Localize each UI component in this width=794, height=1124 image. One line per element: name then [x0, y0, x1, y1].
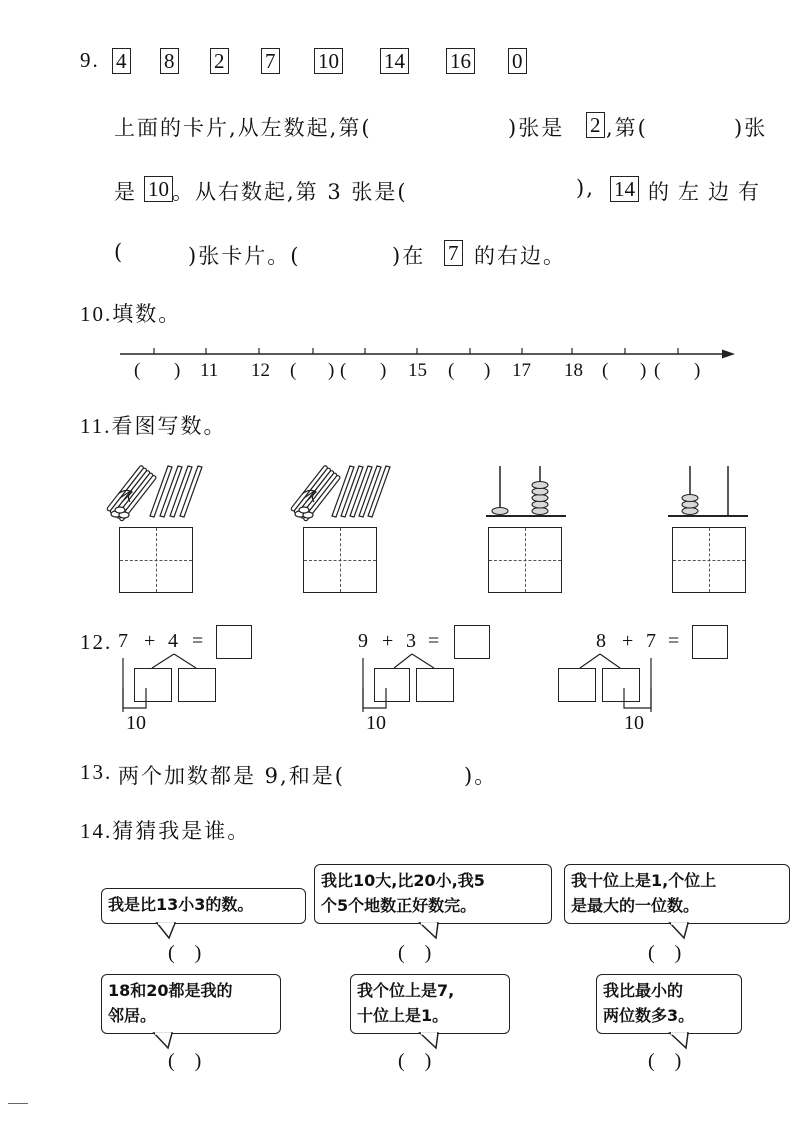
bubble-text: 十位上是1。	[357, 1006, 449, 1025]
number-card: 10	[314, 48, 343, 74]
q11-number: 11.	[80, 414, 112, 438]
answer-blank[interactable]: ( )	[648, 942, 682, 964]
number-line-label: )	[484, 360, 491, 381]
number-card: 8	[160, 48, 179, 74]
operator: +	[144, 630, 156, 652]
q9-line-1-text: 上面的卡片,从左数起,第(	[114, 116, 372, 140]
speech-bubble	[314, 864, 552, 924]
operator: +	[382, 630, 394, 652]
speech-bubble	[596, 974, 742, 1034]
answer-blank[interactable]: ( )	[168, 1050, 202, 1072]
number-line-label: )	[174, 360, 181, 381]
number-card: 7	[261, 48, 280, 74]
bubble-text: 18和20都是我的	[108, 981, 233, 1000]
q9-line-1-text: )张是	[508, 116, 565, 140]
q9-number: 9.	[80, 48, 100, 72]
bubble-tail	[418, 1032, 444, 1050]
number-card: 14	[380, 48, 409, 74]
operator: +	[622, 630, 634, 652]
bubble-tail	[668, 1032, 694, 1050]
bubble-tail	[418, 922, 444, 940]
speech-bubble	[101, 974, 281, 1034]
q12-number: 12.	[80, 630, 113, 654]
q13-line	[80, 760, 580, 790]
loose-sticks	[332, 466, 390, 517]
addend: 9	[358, 630, 368, 652]
number-line-label: )	[380, 360, 387, 381]
answer-blank[interactable]: ( )	[648, 1050, 682, 1072]
q9-line-2-text: 的左边有	[648, 180, 768, 204]
q9-line-3-text: )在	[392, 244, 426, 268]
bubble-tail	[152, 1032, 178, 1050]
q10-number: 10.	[80, 302, 113, 326]
bubble-text: 我十位上是1,个位上	[571, 871, 717, 890]
number-card: 7	[444, 240, 463, 266]
equals-sign: =	[192, 630, 204, 652]
bubble-text: 两位数多3。	[603, 1006, 695, 1025]
number-line-label: (	[134, 360, 141, 381]
answer-grid[interactable]	[303, 527, 377, 593]
q9-line-2-text: ),	[576, 176, 595, 200]
number-line-label: (	[340, 360, 347, 381]
make-ten-item	[558, 628, 738, 738]
speech-bubble	[350, 974, 510, 1034]
bubble-tail	[668, 922, 694, 940]
q9-line-1-text: ,第(	[606, 116, 648, 140]
split-box[interactable]	[178, 668, 216, 702]
addend: 7	[118, 630, 128, 652]
number-card: 16	[446, 48, 475, 74]
number-card: 2	[210, 48, 229, 74]
number-card: 0	[508, 48, 527, 74]
answer-grid[interactable]	[672, 527, 746, 593]
number-card: 4	[112, 48, 131, 74]
ten-label: 10	[366, 712, 386, 734]
number-line-label: 15	[408, 360, 427, 381]
speech-bubble	[564, 864, 790, 924]
q9-line-2-text: 是	[114, 180, 137, 204]
q9-line-2	[114, 176, 776, 206]
number-line-label: (	[602, 360, 609, 381]
q11-heading	[80, 410, 226, 440]
q9-line-1-text: )张	[734, 116, 768, 140]
split-box[interactable]	[558, 668, 596, 702]
number-card: 2	[586, 112, 605, 138]
speech-bubble	[101, 888, 306, 924]
stick-bundle-icon	[106, 458, 206, 522]
number-line-label: (	[448, 360, 455, 381]
bubble-text: 我比最小的	[603, 981, 684, 1000]
bubble-text: 我个位上是7,	[357, 981, 455, 1000]
abacus-icon	[486, 460, 568, 520]
abacus-icon	[668, 460, 750, 520]
number-line-labels	[110, 360, 750, 386]
number-line-label: 11	[200, 360, 219, 381]
number-line-label: )	[640, 360, 647, 381]
q9-line-3-text: )张卡片。(	[188, 244, 301, 268]
addend: 4	[168, 630, 178, 652]
q9-line-1	[114, 112, 776, 142]
q9-card-row	[112, 48, 552, 76]
q13-text: )。	[464, 764, 498, 788]
number-line-label: 12	[251, 360, 270, 381]
q9-line-3	[114, 240, 674, 270]
q9-line-2-text: 。从右数起,第 3 张是(	[172, 180, 408, 204]
bracket-line	[618, 688, 658, 714]
number-card: 10	[144, 176, 173, 202]
bubble-text: 我比10大,比20小,我5	[321, 871, 485, 890]
q14-number: 14.	[80, 819, 113, 843]
number-line-label: )	[328, 360, 335, 381]
make-ten-item	[358, 628, 508, 738]
addend: 3	[406, 630, 416, 652]
bubble-text: 个5个地数正好数完。	[321, 896, 477, 915]
stick-bundle-icon	[290, 458, 400, 522]
number-line-label: 18	[564, 360, 583, 381]
bubble-text: 我是比13小3的数。	[108, 895, 254, 914]
bracket-line	[358, 688, 398, 714]
answer-blank[interactable]: ( )	[398, 1050, 432, 1072]
equals-sign: =	[668, 630, 680, 652]
addend: 8	[596, 630, 606, 652]
answer-blank[interactable]: ( )	[398, 942, 432, 964]
equals-sign: =	[428, 630, 440, 652]
q10-heading	[80, 298, 181, 328]
q9-line-3-text: (	[114, 240, 125, 264]
loose-sticks	[150, 466, 202, 517]
make-ten-item	[118, 628, 268, 738]
number-line-label: (	[290, 360, 297, 381]
bubble-text: 是最大的一位数。	[571, 896, 700, 915]
q13-text: 两个加数都是 9,和是(	[118, 764, 345, 788]
answer-grid[interactable]	[119, 527, 193, 593]
ten-label: 10	[624, 712, 644, 734]
number-line-label: )	[694, 360, 701, 381]
q10-title: 填数。	[112, 302, 182, 326]
arrow-head-icon	[722, 350, 735, 359]
ten-label: 10	[126, 712, 146, 734]
q11-title: 看图写数。	[111, 414, 227, 438]
q13-number: 13.	[80, 760, 113, 784]
sum-box[interactable]	[692, 625, 728, 659]
q14-title: 猜猜我是谁。	[112, 819, 251, 843]
number-line-label: (	[654, 360, 661, 381]
split-box[interactable]	[416, 668, 454, 702]
bracket-line	[118, 688, 158, 714]
page-footer-mark	[8, 1103, 28, 1104]
q14-heading	[80, 815, 250, 845]
bubble-tail	[155, 922, 181, 940]
answer-grid[interactable]	[488, 527, 562, 593]
bubble-text: 邻居。	[108, 1006, 157, 1025]
number-card: 14	[610, 176, 639, 202]
number-line-label: 17	[512, 360, 531, 381]
q9-line-3-text: 的右边。	[474, 244, 566, 268]
answer-blank[interactable]: ( )	[168, 942, 202, 964]
addend: 7	[646, 630, 656, 652]
